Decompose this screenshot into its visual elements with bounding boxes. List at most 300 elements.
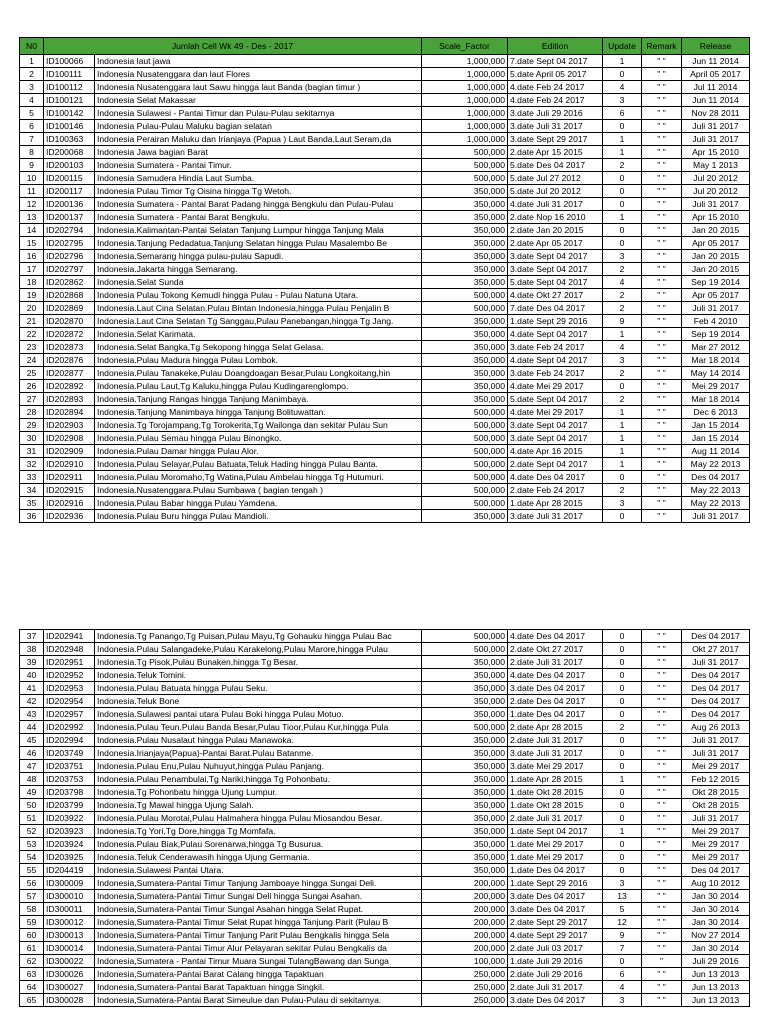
cell-name: Indonesia,Sumatera-Pantai Barat Tapaktuan hingga Singkil.	[95, 981, 422, 994]
release-date: Mei 29 2017	[682, 838, 750, 851]
edition: 4.date Apr 16 2015	[508, 445, 603, 458]
table-row	[20, 341, 750, 354]
edition: 5.date Jul 27 2012	[508, 172, 603, 185]
remark: " "	[642, 942, 682, 955]
cell-id: ID202954	[44, 695, 95, 708]
row-number: 39	[20, 656, 44, 669]
table-row	[20, 708, 750, 721]
cell-id: ID202795	[44, 237, 95, 250]
row-number: 40	[20, 669, 44, 682]
update-count: 3	[603, 94, 642, 107]
table-row	[20, 406, 750, 419]
cell-name: Indonesia Pulau-Pulau Maluku bagian selatan	[95, 120, 422, 133]
cell-name: Indonesia.Pulau Selayar,Pulau Batuata,Teluk Hading hingga Pulau Banta.	[95, 458, 422, 471]
release-date: Juli 31 2017	[682, 198, 750, 211]
table-row	[20, 120, 750, 133]
update-count: 1	[603, 445, 642, 458]
cell-id: ID202796	[44, 250, 95, 263]
edition: 4.date Sept 04 2017	[508, 354, 603, 367]
remark: " "	[642, 419, 682, 432]
remark: " "	[642, 367, 682, 380]
table-row	[20, 471, 750, 484]
edition: 5.date Jul 20 2012	[508, 185, 603, 198]
update-count: 0	[603, 812, 642, 825]
row-number: 26	[20, 380, 44, 393]
edition: 3.date Juli 31 2017	[508, 120, 603, 133]
cell-id: ID202869	[44, 302, 95, 315]
cell-id: ID100121	[44, 94, 95, 107]
edition: 2.date Juli 03 2017	[508, 942, 603, 955]
remark: " "	[642, 682, 682, 695]
cell-id: ID204419	[44, 864, 95, 877]
release-date: May 22 2013	[682, 484, 750, 497]
cell-id: ID202903	[44, 419, 95, 432]
table-row	[20, 250, 750, 263]
header-no: N0	[20, 38, 44, 55]
cell-name: Indonesia.Tg Pisok,Pulau Bunaken,hingga Tg Besar.	[95, 656, 422, 669]
cell-id: ID100146	[44, 120, 95, 133]
row-number: 42	[20, 695, 44, 708]
cell-name: Indonesia.Teluk Cenderawasih hingga Ujung Germania.	[95, 851, 422, 864]
remark: " "	[642, 94, 682, 107]
cell-name: Indonesia.Pulau Tanakeke,Pulau Doangdoagan Besar,Pulau Longkoitang,hin	[95, 367, 422, 380]
update-count: 1	[603, 458, 642, 471]
edition: 4.date Mei 29 2017	[508, 406, 603, 419]
update-count: 0	[603, 185, 642, 198]
scale-factor: 200,000	[422, 890, 508, 903]
cell-id: ID202908	[44, 432, 95, 445]
table-row	[20, 773, 750, 786]
table-row	[20, 172, 750, 185]
cell-id: ID203753	[44, 773, 95, 786]
table-row	[20, 55, 750, 68]
cell-name: Indonesia laut jawa	[95, 55, 422, 68]
cell-id: ID300027	[44, 981, 95, 994]
table-2-body	[20, 630, 750, 1007]
cell-id: ID300028	[44, 994, 95, 1007]
release-date: Jul 11 2014	[682, 81, 750, 94]
edition: 7.date Des 04 2017	[508, 302, 603, 315]
scale-factor: 350,000	[422, 328, 508, 341]
remark: " "	[642, 159, 682, 172]
scale-factor: 350,000	[422, 851, 508, 864]
table-row	[20, 445, 750, 458]
release-date: Apr 05 2017	[682, 289, 750, 302]
cell-name: Indonesia.Teluk Bone	[95, 695, 422, 708]
header-release: Release	[682, 38, 750, 55]
row-number: 14	[20, 224, 44, 237]
release-date: Des 04 2017	[682, 864, 750, 877]
scale-factor: 500,000	[422, 302, 508, 315]
remark: " "	[642, 198, 682, 211]
update-count: 1	[603, 773, 642, 786]
update-count: 2	[603, 159, 642, 172]
table-row	[20, 146, 750, 159]
cell-id: ID300009	[44, 877, 95, 890]
edition: 1.date Des 04 2017	[508, 864, 603, 877]
remark: " "	[642, 68, 682, 81]
table-row	[20, 981, 750, 994]
cell-name: Indonesia.Semarang hingga pulau-pulau Sapudi.	[95, 250, 422, 263]
table-row	[20, 458, 750, 471]
row-number: 65	[20, 994, 44, 1007]
cell-id: ID100111	[44, 68, 95, 81]
table-row	[20, 81, 750, 94]
row-number: 22	[20, 328, 44, 341]
row-number: 25	[20, 367, 44, 380]
scale-factor: 500,000	[422, 484, 508, 497]
scale-factor: 350,000	[422, 838, 508, 851]
release-date: Aug 10 2012	[682, 877, 750, 890]
cell-id: ID202873	[44, 341, 95, 354]
row-number: 58	[20, 903, 44, 916]
header-update: Update	[603, 38, 642, 55]
release-date: May 1 2013	[682, 159, 750, 172]
cell-name: Indonesia.Pulau Babar hingga Pulau Yamdena.	[95, 497, 422, 510]
scale-factor: 350,000	[422, 708, 508, 721]
remark: " "	[642, 224, 682, 237]
scale-factor: 350,000	[422, 315, 508, 328]
remark: " "	[642, 981, 682, 994]
remark: " "	[642, 721, 682, 734]
cell-id: ID202951	[44, 656, 95, 669]
release-date: Jan 30 2014	[682, 903, 750, 916]
scale-factor: 500,000	[422, 497, 508, 510]
scale-factor: 1,000,000	[422, 120, 508, 133]
update-count: 2	[603, 721, 642, 734]
cell-name: Indonesia.Tg Torojampang,Tg Torokerita,Tg Wailonga dan sekitar Pulau Sun	[95, 419, 422, 432]
update-count: 2	[603, 263, 642, 276]
table-row	[20, 198, 750, 211]
remark: " "	[642, 630, 682, 643]
scale-factor: 200,000	[422, 916, 508, 929]
row-number: 29	[20, 419, 44, 432]
scale-factor: 200,000	[422, 903, 508, 916]
cell-id: ID200068	[44, 146, 95, 159]
update-count: 4	[603, 981, 642, 994]
scale-factor: 350,000	[422, 669, 508, 682]
remark: " "	[642, 786, 682, 799]
release-date: Jun 13 2013	[682, 994, 750, 1007]
cell-id: ID202941	[44, 630, 95, 643]
cell-id: ID200137	[44, 211, 95, 224]
edition: 3.date Sept 04 2017	[508, 250, 603, 263]
row-number: 20	[20, 302, 44, 315]
cell-id: ID200103	[44, 159, 95, 172]
table-row	[20, 903, 750, 916]
scale-factor: 500,000	[422, 419, 508, 432]
update-count: 0	[603, 955, 642, 968]
cell-id: ID202862	[44, 276, 95, 289]
cell-id: ID203751	[44, 760, 95, 773]
update-count: 1	[603, 328, 642, 341]
scale-factor: 500,000	[422, 471, 508, 484]
cell-id: ID100112	[44, 81, 95, 94]
remark: " "	[642, 211, 682, 224]
edition: 4.date Des 04 2017	[508, 630, 603, 643]
remark: " "	[642, 916, 682, 929]
cell-name: Indonesia Sulawesi - Pantai Timur dan Pulau-Pulau sekitarnya	[95, 107, 422, 120]
release-date: Dec 6 2013	[682, 406, 750, 419]
cell-id: ID202870	[44, 315, 95, 328]
table-row	[20, 799, 750, 812]
scale-factor: 350,000	[422, 198, 508, 211]
release-date: Juli 29 2016	[682, 955, 750, 968]
row-number: 33	[20, 471, 44, 484]
edition: 4.date Sept 04 2017	[508, 328, 603, 341]
cell-id: ID202868	[44, 289, 95, 302]
update-count: 3	[603, 497, 642, 510]
scale-factor: 1,000,000	[422, 94, 508, 107]
scale-factor: 350,000	[422, 510, 508, 523]
update-count: 2	[603, 393, 642, 406]
edition: 3.date Des 04 2017	[508, 903, 603, 916]
cell-name: Indonesia,Sumatera-Pantai Timur Selat Rupat hingga Tanjung Parit (Pulau B	[95, 916, 422, 929]
table-row	[20, 94, 750, 107]
release-date: Jan 30 2014	[682, 890, 750, 903]
remark: " "	[642, 237, 682, 250]
cell-name: Indonesia.Pulau Teun.Pulau Banda Besar,Pulau Tioor,Pulau Kur,hingga Pula	[95, 721, 422, 734]
scale-factor: 500,000	[422, 445, 508, 458]
cell-name: Indonesia,Sumatera-Pantai Timur Tanjung Parit Pulau Bengkalis hingga Sela	[95, 929, 422, 942]
edition: 1.date Sept 29 2016	[508, 877, 603, 890]
scale-factor: 350,000	[422, 864, 508, 877]
cell-name: Indonesia Selat Makassar	[95, 94, 422, 107]
update-count: 9	[603, 929, 642, 942]
cell-id: ID300026	[44, 968, 95, 981]
remark: " "	[642, 146, 682, 159]
cell-id: ID100142	[44, 107, 95, 120]
update-count: 0	[603, 237, 642, 250]
scale-factor: 350,000	[422, 250, 508, 263]
scale-factor: 350,000	[422, 380, 508, 393]
row-number: 38	[20, 643, 44, 656]
cell-name: Indonesia,Sumatera-Pantai Timur Alur Pelayaran sekitar Pulau Bengkalis da	[95, 942, 422, 955]
cell-name: Indonesia.Pulau Moromaho,Tg Watina,Pulau Ambelau hingga Tg Hutumuri.	[95, 471, 422, 484]
update-count: 0	[603, 471, 642, 484]
scale-factor: 200,000	[422, 877, 508, 890]
row-number: 63	[20, 968, 44, 981]
edition: 3.date Feb 24 2017	[508, 341, 603, 354]
release-date: Mar 18 2014	[682, 354, 750, 367]
scale-factor: 500,000	[422, 146, 508, 159]
update-count: 0	[603, 734, 642, 747]
edition: 2.date Jan 20 2015	[508, 224, 603, 237]
table-row	[20, 994, 750, 1007]
edition: 4.date Feb 24 2017	[508, 94, 603, 107]
cell-name: Indonesia,Sumatera-Pantai Timur Tanjung Jamboaye hingga Sungai Deli.	[95, 877, 422, 890]
update-count: 6	[603, 107, 642, 120]
update-count: 1	[603, 55, 642, 68]
cell-name: Indonesia.Nusatenggara.Pulau Sumbawa ( bagian tengah )	[95, 484, 422, 497]
table-row	[20, 380, 750, 393]
update-count: 6	[603, 968, 642, 981]
row-number: 31	[20, 445, 44, 458]
scale-factor: 100,000	[422, 955, 508, 968]
table-row	[20, 656, 750, 669]
release-date: Mei 29 2017	[682, 825, 750, 838]
update-count: 0	[603, 643, 642, 656]
cell-id: ID202957	[44, 708, 95, 721]
cell-id: ID202936	[44, 510, 95, 523]
release-date: Juli 31 2017	[682, 133, 750, 146]
edition: 4.date Sept 29 2017	[508, 929, 603, 942]
table-row	[20, 916, 750, 929]
release-date: Jan 20 2015	[682, 250, 750, 263]
update-count: 0	[603, 68, 642, 81]
cell-id: ID202893	[44, 393, 95, 406]
cell-id: ID300022	[44, 955, 95, 968]
update-count: 0	[603, 838, 642, 851]
table-row	[20, 851, 750, 864]
update-count: 2	[603, 289, 642, 302]
remark: " "	[642, 799, 682, 812]
table-row	[20, 263, 750, 276]
row-number: 2	[20, 68, 44, 81]
remark: " "	[642, 838, 682, 851]
table-row	[20, 669, 750, 682]
update-count: 2	[603, 302, 642, 315]
row-number: 44	[20, 721, 44, 734]
row-number: 51	[20, 812, 44, 825]
release-date: Juli 31 2017	[682, 812, 750, 825]
update-count: 1	[603, 406, 642, 419]
table-row	[20, 786, 750, 799]
remark: " "	[642, 994, 682, 1007]
row-number: 21	[20, 315, 44, 328]
cell-table-2	[19, 629, 750, 1007]
remark: " "	[642, 484, 682, 497]
scale-factor: 350,000	[422, 185, 508, 198]
update-count: 1	[603, 133, 642, 146]
row-number: 28	[20, 406, 44, 419]
cell-id: ID200115	[44, 172, 95, 185]
cell-name: Indonesia,Sumatera-Pantai Barat Simeulue dan Pulau-Pulau di sekitarnya.	[95, 994, 422, 1007]
cell-id: ID202876	[44, 354, 95, 367]
row-number: 12	[20, 198, 44, 211]
edition: 2.date Juli 31 2017	[508, 812, 603, 825]
row-number: 50	[20, 799, 44, 812]
scale-factor: 350,000	[422, 276, 508, 289]
edition: 5.date Sept 04 2017	[508, 393, 603, 406]
row-number: 30	[20, 432, 44, 445]
update-count: 1	[603, 146, 642, 159]
release-date: Juli 31 2017	[682, 734, 750, 747]
update-count: 0	[603, 786, 642, 799]
release-date: May 14 2014	[682, 367, 750, 380]
release-date: Des 04 2017	[682, 682, 750, 695]
edition: 3.date Sept 04 2017	[508, 263, 603, 276]
remark: " "	[642, 656, 682, 669]
edition: 4.date Des 04 2017	[508, 669, 603, 682]
update-count: 2	[603, 484, 642, 497]
row-number: 19	[20, 289, 44, 302]
row-number: 24	[20, 354, 44, 367]
remark: " "	[642, 734, 682, 747]
release-date: Aug 11 2014	[682, 445, 750, 458]
scale-factor: 500,000	[422, 630, 508, 643]
scale-factor: 350,000	[422, 760, 508, 773]
cell-id: ID202909	[44, 445, 95, 458]
cell-name: Indonesia,Sumatera - Pantai Timur Muara Sungai TulangBawang dan Sunga	[95, 955, 422, 968]
cell-id: ID300012	[44, 916, 95, 929]
update-count: 0	[603, 120, 642, 133]
remark: "	[642, 955, 682, 968]
row-number: 9	[20, 159, 44, 172]
row-number: 55	[20, 864, 44, 877]
remark: " "	[642, 825, 682, 838]
update-count: 0	[603, 669, 642, 682]
cell-name: Indonesia.Laut Cina Selatan Tg Sanggau,Pulau Panebangan,hingga Tg Jang.	[95, 315, 422, 328]
remark: " "	[642, 929, 682, 942]
row-number: 13	[20, 211, 44, 224]
table-row	[20, 133, 750, 146]
scale-factor: 350,000	[422, 263, 508, 276]
release-date: Juli 31 2017	[682, 302, 750, 315]
release-date: April 05 2017	[682, 68, 750, 81]
release-date: Mei 29 2017	[682, 380, 750, 393]
row-number: 52	[20, 825, 44, 838]
edition: 1.date Sept 29 2016	[508, 315, 603, 328]
release-date: Apr 15 2010	[682, 146, 750, 159]
edition: 1.date Apr 28 2015	[508, 497, 603, 510]
row-number: 36	[20, 510, 44, 523]
remark: " "	[642, 760, 682, 773]
cell-name: Indonesia.Pulau Penambulai,Tg Nariki,hingga Tg Pohonbatu.	[95, 773, 422, 786]
remark: " "	[642, 393, 682, 406]
release-date: May 22 2013	[682, 497, 750, 510]
release-date: Apr 05 2017	[682, 237, 750, 250]
cell-id: ID203749	[44, 747, 95, 760]
cell-id: ID203925	[44, 851, 95, 864]
cell-name: Indonesia.Pulau Madura hingga Pulau Lombok.	[95, 354, 422, 367]
cell-id: ID202911	[44, 471, 95, 484]
scale-factor: 250,000	[422, 994, 508, 1007]
remark: " "	[642, 773, 682, 786]
edition: 4.date Juli 31 2017	[508, 198, 603, 211]
edition: 2.date Nop 16 2010	[508, 211, 603, 224]
row-number: 47	[20, 760, 44, 773]
cell-name: Indonesia Sumatera - Pantai Barat Padang hingga Bengkulu dan Pulau-Pulau	[95, 198, 422, 211]
scale-factor: 350,000	[422, 812, 508, 825]
release-date: Jun 11 2014	[682, 55, 750, 68]
scale-factor: 1,000,000	[422, 55, 508, 68]
remark: " "	[642, 406, 682, 419]
edition: 3.date Juli 31 2017	[508, 510, 603, 523]
edition: 2.date Apr 05 2017	[508, 237, 603, 250]
update-count: 1	[603, 432, 642, 445]
remark: " "	[642, 708, 682, 721]
table-row	[20, 484, 750, 497]
cell-name: Indonesia Sumatera - Pantai Timur.	[95, 159, 422, 172]
edition: 2.date Apr 28 2015	[508, 721, 603, 734]
cell-name: Indonesia.Pulau Damar hingga Pulau Alor.	[95, 445, 422, 458]
edition: 2.date Des 04 2017	[508, 695, 603, 708]
remark: " "	[642, 185, 682, 198]
scale-factor: 350,000	[422, 773, 508, 786]
header-scale: Scale_Factor	[422, 38, 508, 55]
cell-id: ID202794	[44, 224, 95, 237]
row-number: 37	[20, 630, 44, 643]
cell-name: Indonesia.Pulau Enu,Pulau Nuhuyut,hingga Pulau Panjang.	[95, 760, 422, 773]
edition: 5.date Sept 04 2017	[508, 276, 603, 289]
remark: " "	[642, 458, 682, 471]
edition: 3.date Sept 04 2017	[508, 432, 603, 445]
row-number: 8	[20, 146, 44, 159]
row-number: 23	[20, 341, 44, 354]
remark: " "	[642, 510, 682, 523]
remark: " "	[642, 354, 682, 367]
